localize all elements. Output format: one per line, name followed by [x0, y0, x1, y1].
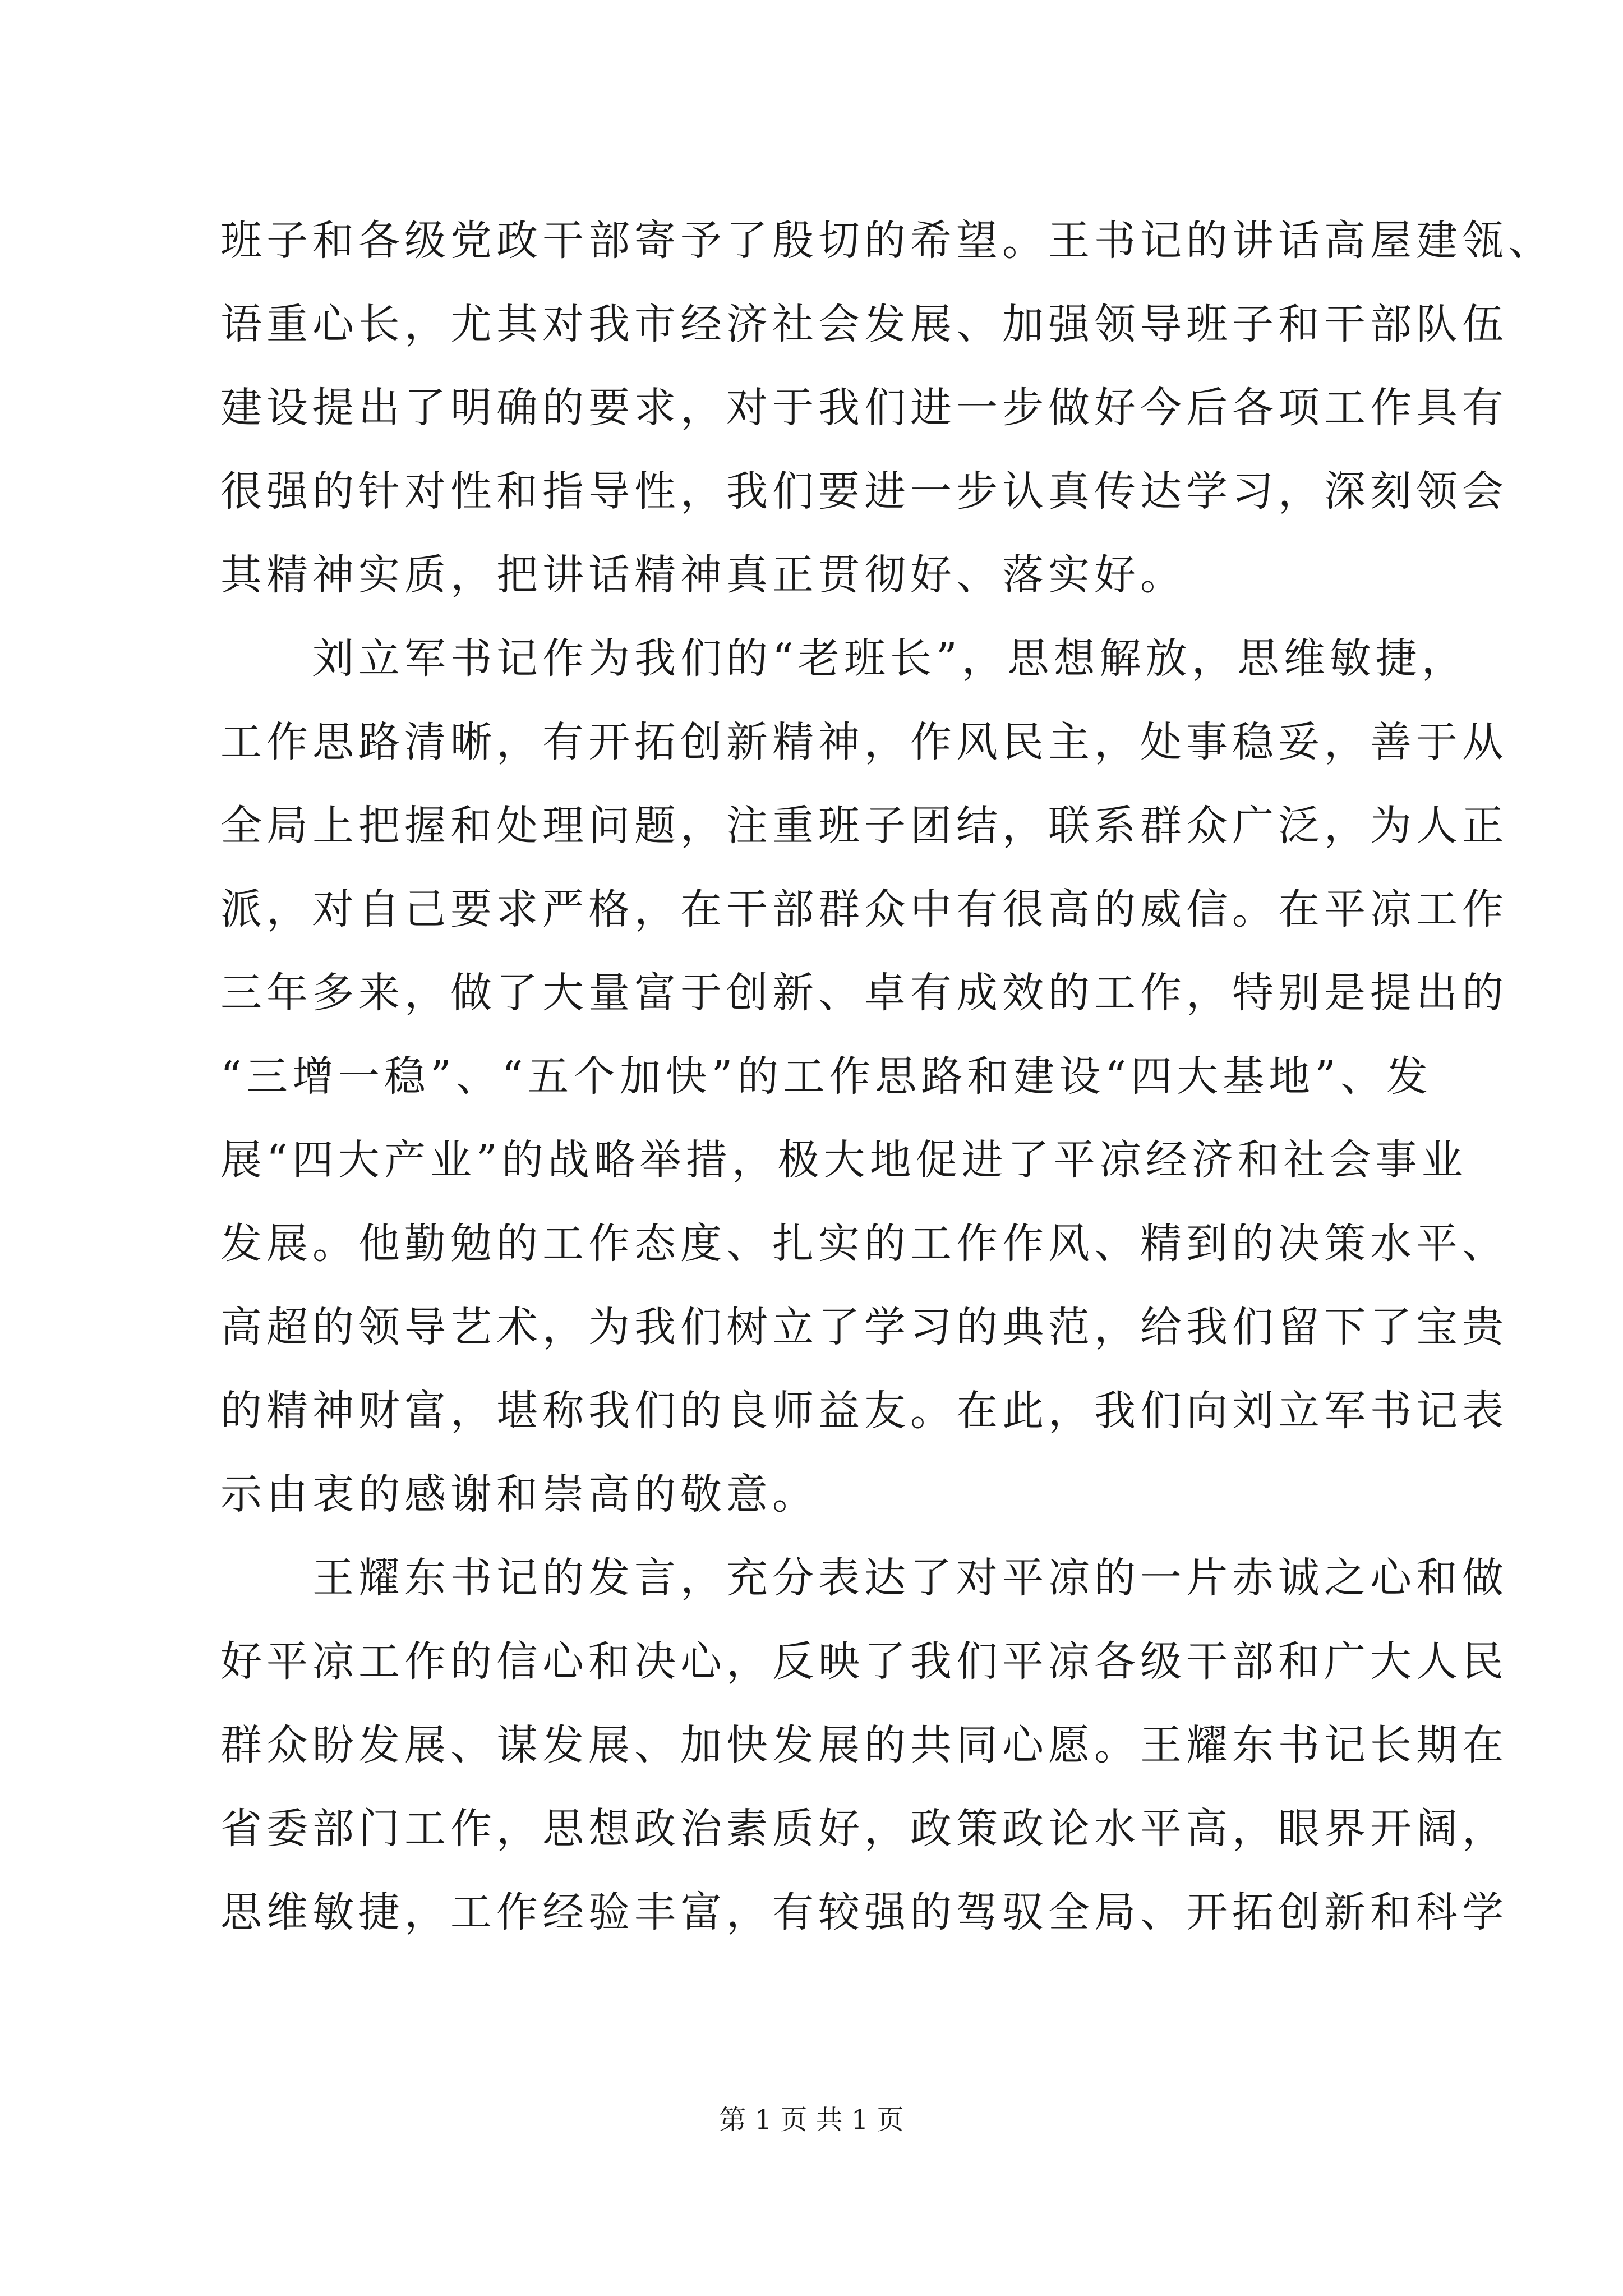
text-line: 的精神财富，堪称我们的良师益友。在此，我们向刘立军书记表	[220, 1387, 1508, 1435]
text-line: 派，对自己要求严格，在干部群众中有很高的威信。在平凉工作	[220, 885, 1508, 933]
text-line: 三年多来，做了大量富于创新、卓有成效的工作，特别是提出的	[220, 969, 1508, 1017]
page-footer	[0, 2098, 1623, 2137]
text-line: 语重心长，尤其对我市经济社会发展、加强领导班子和干部队伍	[220, 300, 1508, 348]
text-line: 全局上把握和处理问题，注重班子团结，联系群众广泛，为人正	[220, 802, 1508, 850]
text-line: 建设提出了明确的要求，对于我们进一步做好今后各项工作具有	[220, 384, 1508, 432]
text-line: 发展。他勤勉的工作态度、扎实的工作作风、精到的决策水平、	[220, 1220, 1508, 1268]
document-body	[220, 199, 1554, 1954]
page-number-label: 第 1 页 共 1 页	[719, 2104, 904, 2136]
text-line: 刘立军书记作为我们的“老班长”，思想解放，思维敏捷，	[220, 634, 1468, 683]
text-line: 群众盼发展、谋发展、加快发展的共同心愿。王耀东书记长期在	[220, 1721, 1508, 1769]
text-line: 班子和各级党政干部寄予了殷切的希望。王书记的讲话高屋建瓴、	[220, 217, 1554, 265]
text-line: 思维敏捷，工作经验丰富，有较强的驾驭全局、开拓创新和科学	[220, 1888, 1508, 1936]
text-line: 省委部门工作，思想政治素质好，政策政论水平高，眼界开阔，	[220, 1805, 1508, 1853]
text-line: 王耀东书记的发言，充分表达了对平凉的一片赤诚之心和做	[220, 1554, 1508, 1602]
text-line: 好平凉工作的信心和决心，反映了我们平凉各级干部和广大人民	[220, 1637, 1508, 1686]
text-line: 示由衷的感谢和崇高的敬意。	[220, 1470, 818, 1519]
text-line: 很强的针对性和指导性，我们要进一步认真传达学习，深刻领会	[220, 467, 1508, 516]
text-line: 工作思路清晰，有开拓创新精神，作风民主，处事稳妥，善于从	[220, 718, 1508, 766]
text-line: “三增一稳”、“五个加快”的工作思路和建设“四大基地”、发	[220, 1052, 1432, 1101]
text-line: 展“四大产业”的战略举措，极大地促进了平凉经济和社会事业	[220, 1136, 1468, 1184]
text-line: 高超的领导艺术，为我们树立了学习的典范，给我们留下了宝贵	[220, 1303, 1508, 1351]
text-line: 其精神实质，把讲话精神真正贯彻好、落实好。	[220, 551, 1186, 599]
